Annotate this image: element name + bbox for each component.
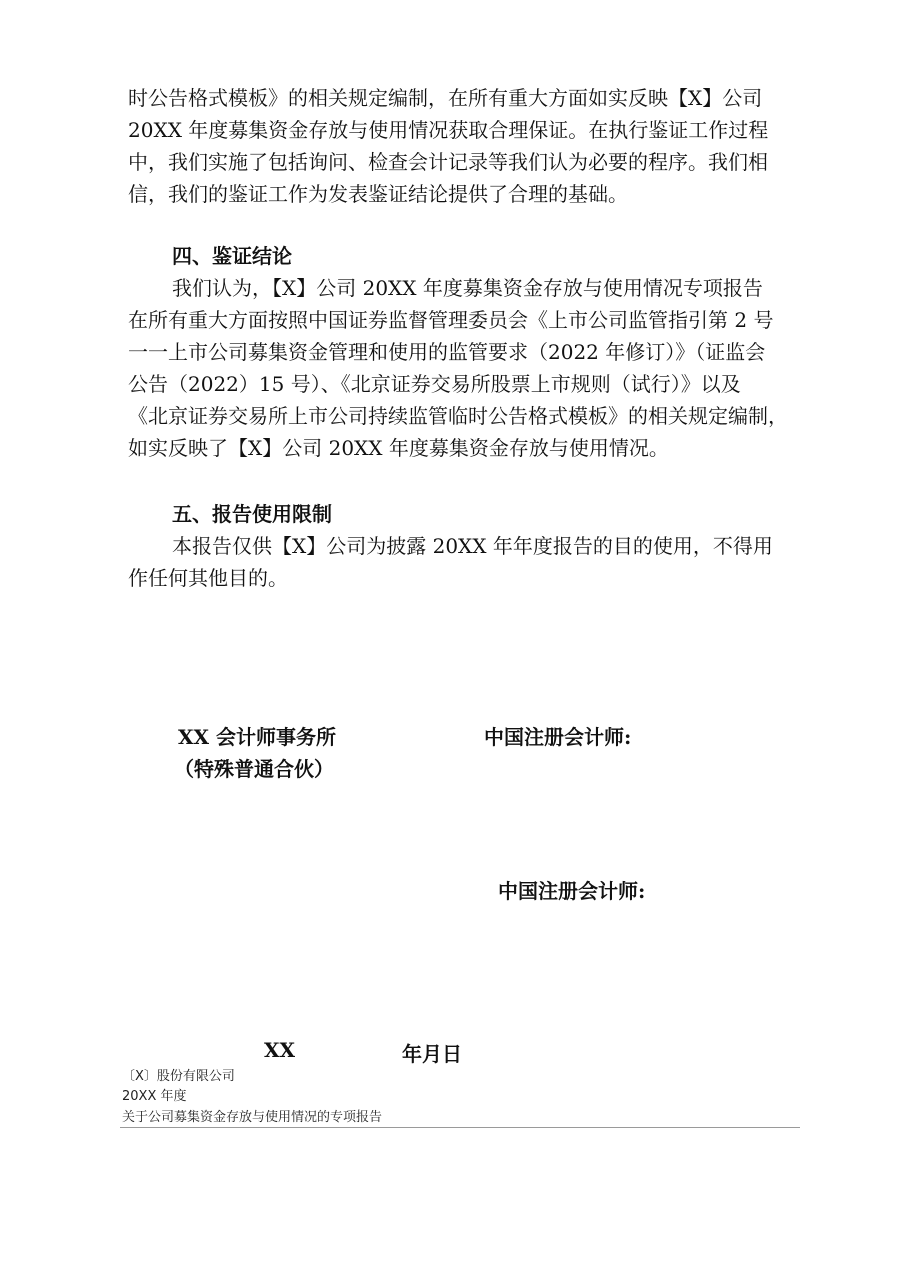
section-heading-conclusion: 四、鉴证结论 [172, 244, 292, 268]
signing-date: 年月日 [402, 1042, 462, 1066]
cpa-signature-label-1: 中国注册会计师: [484, 725, 632, 749]
paragraph-line: 本报告仅供【X】公司为披露 20XX 年年度报告的目的使用，不得用 [172, 534, 773, 558]
opening-paragraph [128, 82, 804, 210]
footer-year: 20XX 年度 [122, 1089, 187, 1104]
footer-report-title: 关于公司募集资金存放与使用情况的专项报告 [122, 1110, 383, 1125]
conclusion-paragraph [128, 272, 804, 464]
paragraph-line: 作任何其他目的。 [128, 566, 288, 590]
signing-place: XX [264, 1038, 296, 1062]
paragraph-line: 公告（2022）15 号）、《北京证券交易所股票上市规则（试行）》以及 [128, 372, 741, 396]
paragraph-line: 如实反映了【X】公司 20XX 年度募集资金存放与使用情况。 [128, 436, 669, 460]
firm-name: XX 会计师事务所 [178, 725, 336, 749]
section-heading-usage-restriction: 五、报告使用限制 [172, 502, 332, 526]
paragraph-line: 我们认为，【X】公司 20XX 年度募集资金存放与使用情况专项报告 [172, 276, 763, 300]
paragraph-line: 信，我们的鉴证工作为发表鉴证结论提供了合理的基础。 [128, 182, 628, 206]
paragraph-line: 在所有重大方面按照中国证券监督管理委员会《上市公司监管指引第 2 号 [128, 308, 774, 332]
firm-type: （特殊普通合伙） [174, 757, 334, 781]
paragraph-line: 《北京证券交易所上市公司持续监管临时公告格式模板》的相关规定编制， [128, 404, 788, 428]
usage-restriction-paragraph [128, 530, 804, 594]
paragraph-line: 20XX 年度募集资金存放与使用情况获取合理保证。在执行鉴证工作过程 [128, 118, 769, 142]
paragraph-line: 时公告格式模板》的相关规定编制，在所有重大方面如实反映【X】公司 [128, 86, 763, 110]
footer-company: 〔X〕股份有限公司 [122, 1069, 235, 1084]
footer-divider [120, 1127, 800, 1128]
paragraph-line: 一一上市公司募集资金管理和使用的监管要求（2022 年修订）》（证监会 [128, 340, 766, 364]
paragraph-line: 中，我们实施了包括询问、检查会计记录等我们认为必要的程序。我们相 [128, 150, 768, 174]
cpa-signature-label-2: 中国注册会计师: [498, 879, 646, 903]
